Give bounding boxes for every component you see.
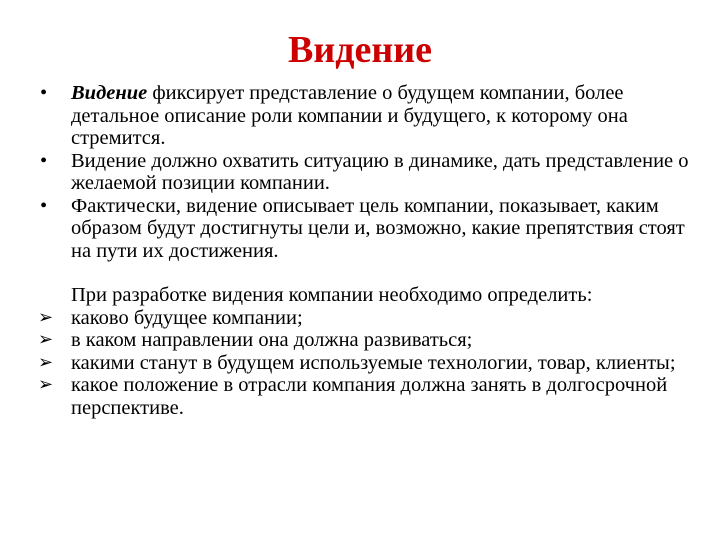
bullet-emphasis: Видение: [71, 82, 148, 104]
bullet-item: [38, 150, 698, 195]
slide-body: [38, 82, 698, 419]
bullet-marker: •: [40, 194, 48, 217]
arrow-bullet-icon: ➢: [38, 374, 54, 395]
bullet-item: [38, 82, 698, 150]
arrow-bullet-icon: ➢: [38, 351, 54, 373]
bullet-marker: •: [40, 149, 48, 172]
arrow-item-text: каково будущее компании;: [71, 306, 303, 329]
arrow-list-item: [38, 374, 698, 419]
bullet-marker: •: [40, 82, 48, 104]
arrow-list-item: [38, 352, 698, 375]
intro-text: При разработке видения компании необходимо определить:: [71, 284, 593, 306]
bullet-text: фиксирует представление о будущем компании, более детальное описание роли компании и будущего, к которому она стремится.: [71, 82, 628, 149]
arrow-item-text: какими станут в будущем используемые технологии, товар, клиенты;: [71, 351, 676, 374]
slide-title: Видение: [288, 29, 432, 71]
arrow-bullet-icon: ➢: [38, 306, 54, 328]
spacer: [38, 262, 698, 284]
arrow-item-text: в каком направлении она должна развиваться;: [71, 329, 473, 351]
arrow-item-text: какое положение в отрасли компания должна занять в долгосрочной перспективе.: [71, 374, 668, 419]
intro-paragraph: [38, 284, 698, 307]
bullet-item: [38, 195, 698, 263]
arrow-list-item: [38, 329, 698, 352]
bullet-text: Фактически, видение описывает цель компании, показывает, каким образом будут достигнуты цели и, возможно, какие препятствия стоят на пути их достижения.: [71, 194, 685, 262]
bullet-text: Видение должно охватить ситуацию в динамике, дать представление о желаемой позиции компании.: [71, 149, 689, 194]
arrow-list-item: [38, 307, 698, 330]
arrow-bullet-icon: ➢: [38, 329, 54, 350]
